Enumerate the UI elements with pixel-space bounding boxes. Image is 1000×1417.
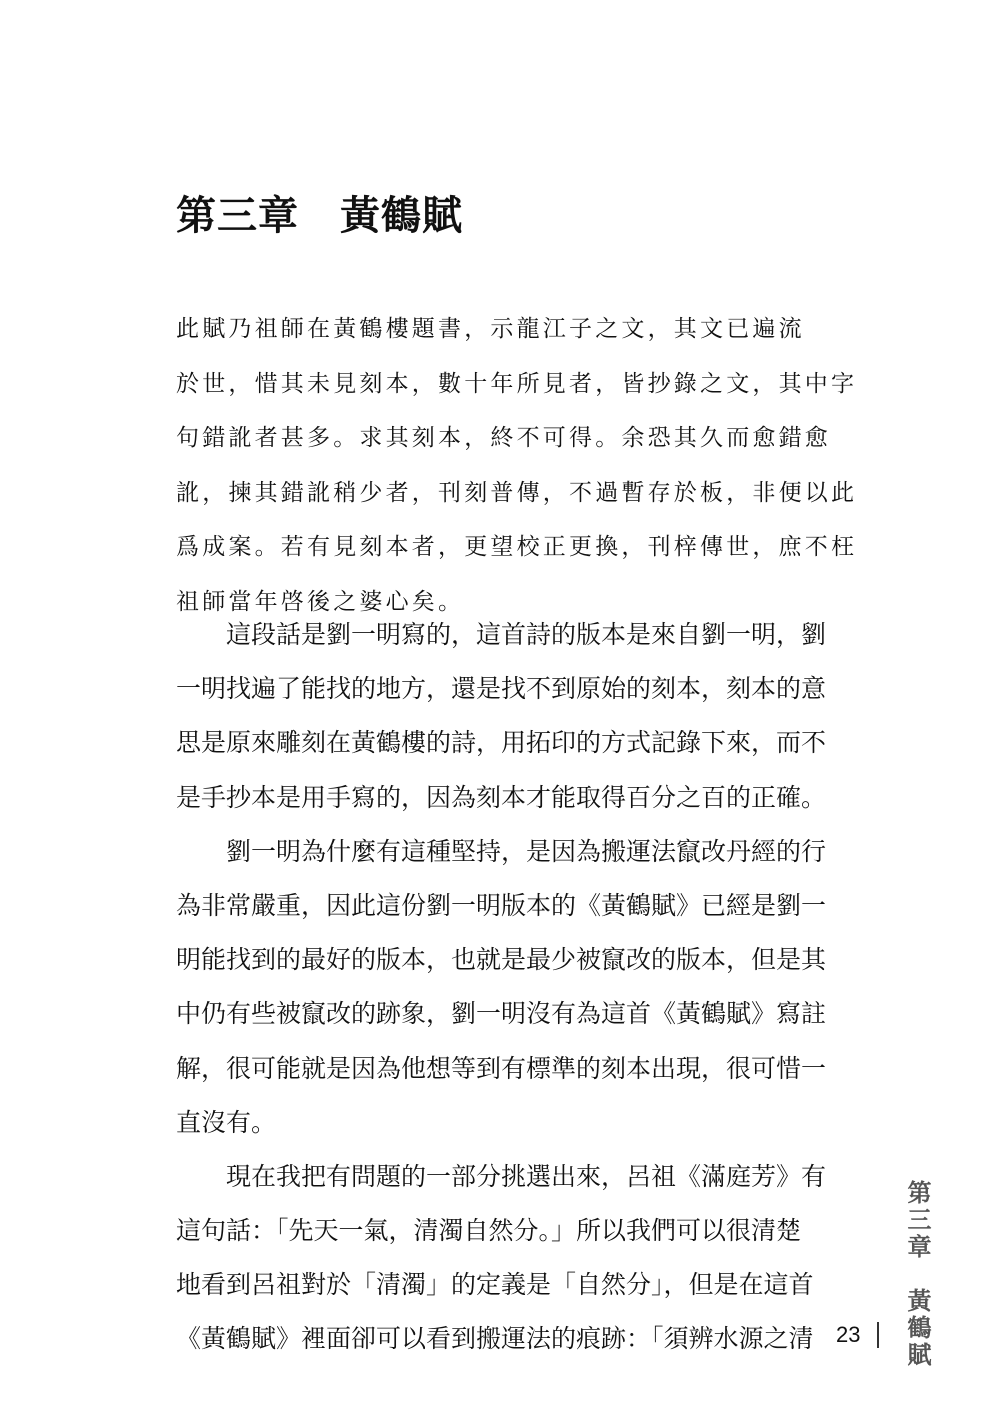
- quote-line: 爲成案。若有見刻本者，更望校正更換，刊梓傳世，庶不枉: [176, 534, 858, 560]
- body-line: 明能找到的最好的版本，也就是最少被竄改的版本，但是其: [176, 945, 827, 975]
- chapter-title: 第三章 黃鶴賦: [176, 192, 463, 239]
- quote-line: 句錯訛者甚多。求其刻本，終不可得。余恐其久而愈錯愈: [176, 425, 831, 451]
- body-line: 現在我把有問題的一部分挑選出來，呂祖《滿庭芳》有: [176, 1161, 827, 1191]
- quoted-preface: [176, 302, 866, 629]
- body-line: 劉一明為什麼有這種堅持，是因為搬運法竄改丹經的行: [176, 836, 827, 866]
- body-line: 一明找遍了能找的地方，還是找不到原始的刻本，刻本的意: [176, 674, 827, 704]
- paragraph: [176, 1150, 866, 1367]
- quote-line: 於世，惜其未見刻本，數十年所見者，皆抄錄之文，其中字: [176, 370, 858, 397]
- body-line: 中仍有些被竄改的跡象，劉一明沒有為這首《黃鶴賦》寫註: [176, 999, 827, 1029]
- body-text: [176, 608, 866, 1367]
- paragraph: [176, 825, 866, 1150]
- quote-line: 此賦乃祖師在黃鶴樓題書，示龍江子之文，其文已遍流: [176, 316, 805, 342]
- page-number: 23: [836, 1322, 861, 1347]
- paragraph: [176, 608, 866, 825]
- body-line: 這段話是劉一明寫的，這首詩的版本是來自劉一明，劉: [176, 620, 827, 649]
- page-number-divider: [877, 1322, 879, 1348]
- quote-line: 訛，揀其錯訛稍少者，刊刻普傳，不過暫存於板，非便以此: [176, 479, 858, 506]
- running-header: 第三章 黃鶴賦: [903, 1180, 932, 1369]
- body-line: 這句話：「先天一氣，清濁自然分。」所以我們可以很清楚: [176, 1216, 802, 1246]
- body-line: 地看到呂祖對於「清濁」的定義是「自然分」，但是在這首: [176, 1270, 814, 1300]
- body-line: 解，很可能就是因為他想等到有標準的刻本出現，很可惜一: [176, 1053, 827, 1083]
- body-line: 思是原來雕刻在黃鶴樓的詩，用拓印的方式記錄下來，而不: [176, 728, 827, 758]
- body-line: 《黃鶴賦》裡面卻可以看到搬運法的痕跡：「須辨水源之清: [176, 1324, 814, 1354]
- body-line: 是手抄本是用手寫的，因為刻本才能取得百分之百的正確。: [176, 782, 827, 812]
- body-line: 為非常嚴重，因此這份劉一明版本的《黃鶴賦》已經是劉一: [176, 890, 827, 920]
- quote-line: 祖師當年啓後之婆心矣。: [176, 588, 465, 615]
- body-line: 直沒有。: [176, 1107, 277, 1137]
